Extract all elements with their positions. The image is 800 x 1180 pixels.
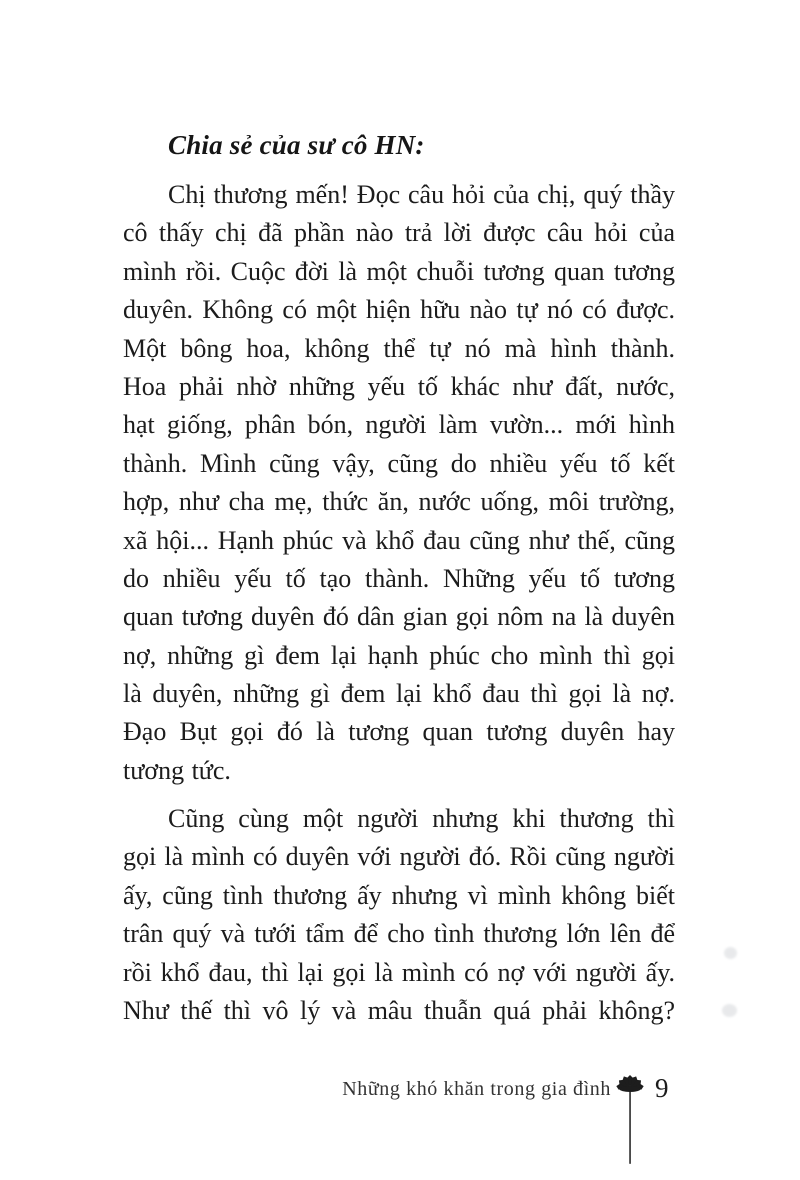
body-line: Như thế thì vô lý và mâu thuẫn quá phải không? [123,995,675,1025]
paragraph-2 [123,800,675,1030]
body-line: Đạo Bụt gọi đó là tương quan tương duyên hay [123,717,675,747]
body-line: cô thấy chị đã phần nào trả lời được câu hỏi của [123,218,675,248]
body-line: Cũng cùng một người nhưng khi thương thì [168,804,675,833]
lotus-flower-stem-icon [611,1074,649,1166]
body-line: nợ, những gì đem lại hạnh phúc cho mình thì gọi [123,640,675,670]
paragraph-1 [123,176,675,790]
body-line: ấy, cũng tình thương ấy nhưng vì mình không biết [123,880,675,910]
scan-artifact [724,947,737,959]
body-line: Chị thương mến! Đọc câu hỏi của chị, quý thầy [168,180,675,209]
body-line: tương tức. [123,755,231,785]
page-number: 9 [655,1073,669,1103]
body-line: gọi là mình có duyên với người đó. Rồi cũng người [123,842,675,872]
scan-artifact [722,1004,737,1017]
running-footer-title: Những khó khăn trong gia đình [342,1078,611,1100]
body-line: duyên. Không có một hiện hữu nào tự nó có được. [123,295,675,325]
body-line: là duyên, những gì đem lại khổ đau thì gọi là nợ. [123,679,675,709]
body-line: Một bông hoa, không thể tự nó mà hình thành. [123,333,675,363]
body-line: xã hội... Hạnh phúc và khổ đau cũng như thế, cũng [123,525,675,555]
body-line: hạt giống, phân bón, người làm vườn... mới hình [123,410,675,440]
body-line: rồi khổ đau, thì lại gọi là mình có nợ với người ấy. [123,957,675,987]
body-line: hợp, như cha mẹ, thức ăn, nước uống, môi trường, [123,487,675,517]
body-line: mình rồi. Cuộc đời là một chuỗi tương quan tương [123,256,675,286]
body-line: quan tương duyên đó dân gian gọi nôm na là duyên [123,602,675,632]
body-line: thành. Mình cũng vậy, cũng do nhiều yếu tố kết [123,448,675,478]
section-heading: Chia sẻ của sư cô HN: [168,130,425,160]
body-line: trân quý và tưới tẩm để cho tình thương lớn lên để [123,919,675,949]
body-line: Hoa phải nhờ những yếu tố khác như đất, nước, [123,371,675,401]
body-line: do nhiều yếu tố tạo thành. Những yếu tố tương [123,563,675,593]
